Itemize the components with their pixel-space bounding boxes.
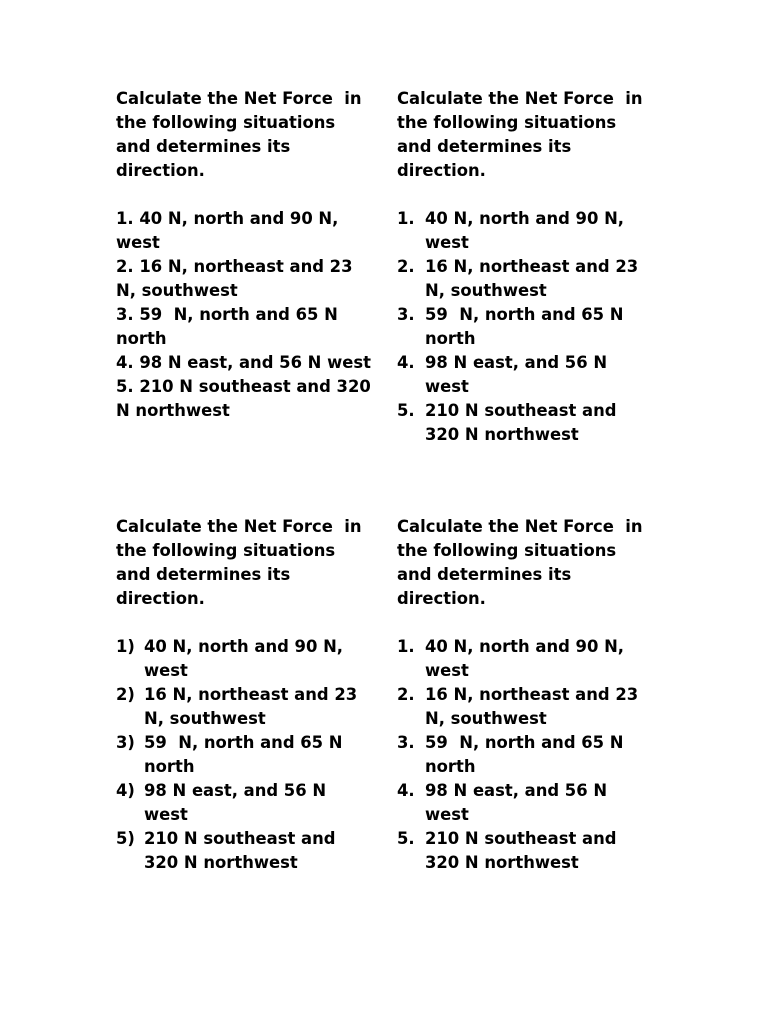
spacer [397,611,655,635]
spacer [397,183,655,207]
list-item [116,635,374,683]
item-text: 16 N, northeast and 23 N, southwest [425,257,644,300]
list-item [116,375,377,423]
item-number: 3. [397,733,415,752]
list-item [397,207,655,255]
item-text: 59 N, north and 65 N north [116,305,344,348]
problem-list [116,635,374,875]
item-text: 59 N, north and 65 N north [425,305,630,348]
list-item [116,207,374,255]
item-number: 2. [116,257,134,276]
list-item [116,731,374,779]
problem-list [397,207,655,447]
item-number: 3. [397,305,415,324]
list-item [116,351,374,375]
item-number: 1) [116,637,135,656]
item-number: 5) [116,829,135,848]
item-text: 210 N southeast and 320 N northwest [425,829,623,872]
item-number: 1. [397,209,415,228]
list-item [116,303,374,351]
spacer [116,183,374,207]
item-text: 210 N southeast and 320 N northwest [116,377,377,420]
block-title: Calculate the Net Force in the following situations and determines its direction. [397,89,649,180]
item-number: 5. [397,401,415,420]
list-item [397,779,655,827]
problem-list [116,207,377,423]
item-number: 2. [397,257,415,276]
item-number: 4. [397,781,415,800]
item-text: 16 N, northeast and 23 N, southwest [425,685,644,728]
item-text: 59 N, north and 65 N north [425,733,630,776]
item-text: 59 N, north and 65 N north [144,733,349,776]
item-number: 4) [116,781,135,800]
item-number: 1. [397,637,415,656]
item-text: 210 N southeast and 320 N northwest [425,401,623,444]
item-text: 210 N southeast and 320 N northwest [144,829,342,872]
list-item [397,731,655,779]
worksheet-block-top-left [116,87,377,423]
item-number: 5. [397,829,415,848]
problem-list [397,635,655,875]
item-text: 98 N east, and 56 N west [144,781,332,824]
item-text: 16 N, northeast and 23 N, southwest [144,685,363,728]
list-item [397,827,655,875]
item-number: 2. [397,685,415,704]
item-text: 40 N, north and 90 N, west [144,637,349,680]
item-number: 1. [116,209,134,228]
list-item [116,255,374,303]
item-number: 3. [116,305,134,324]
item-number: 4. [397,353,415,372]
list-item [116,779,374,827]
item-number: 4. [116,353,134,372]
list-item [397,399,655,447]
item-text: 98 N east, and 56 N west [425,781,613,824]
block-title: Calculate the Net Force in the following situations and determines its direction. [116,517,368,608]
list-item [116,683,374,731]
item-text: 98 N east, and 56 N west [425,353,613,396]
block-title: Calculate the Net Force in the following situations and determines its direction. [116,89,368,180]
item-text: 40 N, north and 90 N, west [425,209,630,252]
worksheet-block-top-right [397,87,655,447]
list-item [397,635,655,683]
list-item [397,351,655,399]
item-text: 98 N east, and 56 N west [139,353,371,372]
item-number: 5. [116,377,134,396]
list-item [397,255,655,303]
list-item [397,303,655,351]
list-item [116,827,374,875]
worksheet-block-bottom-left [116,515,374,875]
block-title: Calculate the Net Force in the following situations and determines its direction. [397,517,649,608]
item-text: 40 N, north and 90 N, west [425,637,630,680]
item-number: 3) [116,733,135,752]
item-text: 40 N, north and 90 N, west [116,209,345,252]
list-item [397,683,655,731]
item-number: 2) [116,685,135,704]
worksheet-block-bottom-right [397,515,655,875]
item-text: 16 N, northeast and 23 N, southwest [116,257,359,300]
spacer [116,611,374,635]
